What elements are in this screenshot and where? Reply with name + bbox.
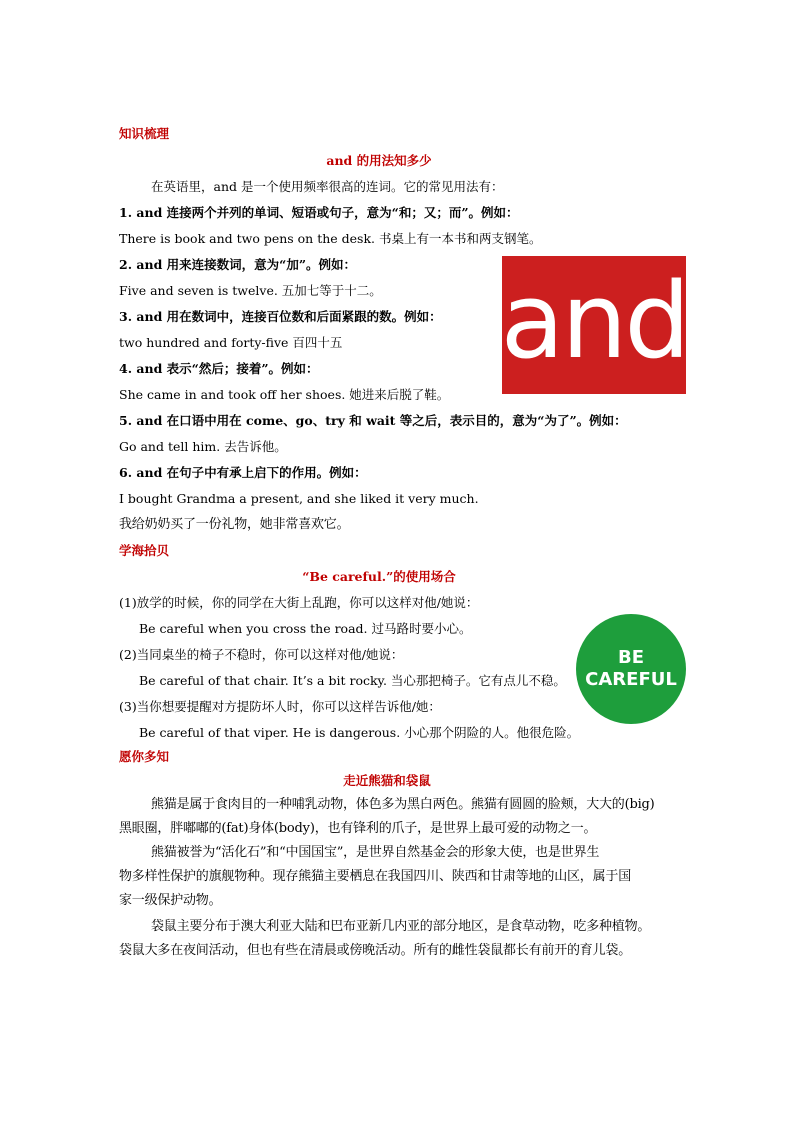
- usage-example-6: I bought Grandma a present, and she liked it very much.: [119, 491, 479, 506]
- panda-line-3: 熊猫被誉为“活化石”和“中国国宝”，是世界自然基金会的形象大使，也是世界生: [151, 845, 600, 860]
- usage-example-4: She came in and took off her shoes. 她进来后脱了鞋。: [119, 387, 450, 402]
- usage-rule-6: 6. and 在句子中有承上启下的作用。例如：: [119, 465, 367, 480]
- section-heading-more: 愿你多知: [119, 749, 170, 764]
- panda-line-4: 物多样性保护的旗舰物种。现存熊猫主要栖息在我国四川、陕西和甘肃等地的山区，属于国: [119, 869, 632, 884]
- usage-example-2: Five and seven is twelve. 五加七等于十二。: [119, 283, 382, 298]
- usage-example-6-translation: 我给奶奶买了一份礼物，她非常喜欢它。: [119, 517, 350, 532]
- panda-line-1: 熊猫是属于食肉目的一种哺乳动物，体色多为黑白两色。熊猫有圆圆的脸颊，大大的(big): [151, 797, 655, 812]
- usage-example-3: two hundred and forty-five 百四十五: [119, 335, 343, 350]
- panda-line-2: 黑眼圈，胖嘟嘟的(fat)身体(body)，也有锋利的爪子，是世界上最可爱的动物之一。: [119, 821, 597, 836]
- careful-situation-1: (1)放学的时候，你的同学在大街上乱跑，你可以这样对他/她说：: [119, 595, 479, 610]
- careful-situation-2: (2)当同桌坐的椅子不稳时，你可以这样对他/她说：: [119, 647, 404, 662]
- section-heading-collect: 学海拾贝: [119, 543, 170, 558]
- usage-rule-2: 2. and 用来连接数词，意为“加”。例如：: [119, 257, 357, 272]
- section-heading-knowledge: 知识梳理: [119, 126, 170, 141]
- be-careful-line-1: BE: [617, 647, 644, 668]
- intro-text: 在英语里，and 是一个使用频率很高的连词。它的常见用法有：: [151, 179, 504, 194]
- usage-example-5: Go and tell him. 去告诉他。: [119, 439, 287, 454]
- kangaroo-line-1: 袋鼠主要分布于澳大利亚大陆和巴布亚新几内亚的部分地区，是食草动物，吃多种植物。: [151, 919, 651, 934]
- be-careful-badge: [576, 614, 686, 724]
- be-careful-line-2: CAREFUL: [585, 669, 677, 690]
- careful-example-2: Be careful of that chair. It’s a bit rocky. 当心那把椅子。它有点儿不稳。: [139, 673, 566, 688]
- usage-rule-4: 4. and 表示“然后；接着”。例如：: [119, 361, 319, 376]
- and-word-image: [502, 256, 686, 394]
- careful-situation-3: (3)当你想要提醒对方提防坏人时，你可以这样告诉他/她：: [119, 699, 441, 714]
- usage-rule-5: 5. and 在口语中用在 come、go、try 和 wait 等之后，表示目的，意为“为了”。例如：: [119, 413, 627, 428]
- careful-example-3: Be careful of that viper. He is dangerous. 小心那个阴险的人。他很危险。: [139, 725, 580, 740]
- and-word-image-text: and: [500, 260, 688, 382]
- usage-rule-3: 3. and 用在数词中，连接百位数和后面紧跟的数。例如：: [119, 309, 442, 324]
- careful-example-1: Be careful when you cross the road. 过马路时要小心。: [139, 621, 472, 636]
- panda-line-5: 家一级保护动物。: [119, 893, 222, 908]
- kangaroo-line-2: 袋鼠大多在夜间活动，但也有些在清晨或傍晚活动。所有的雌性袋鼠都长有前开的育儿袋。: [119, 943, 632, 958]
- and-title: and 的用法知多少: [326, 153, 432, 168]
- usage-rule-1: 1. and 连接两个并列的单词、短语或句子，意为“和；又；而”。例如：: [119, 205, 519, 220]
- usage-example-1: There is book and two pens on the desk. 书桌上有一本书和两支钢笔。: [119, 231, 542, 246]
- panda-title: 走近熊猫和袋鼠: [343, 773, 431, 788]
- careful-title: “Be careful.”的使用场合: [302, 569, 456, 584]
